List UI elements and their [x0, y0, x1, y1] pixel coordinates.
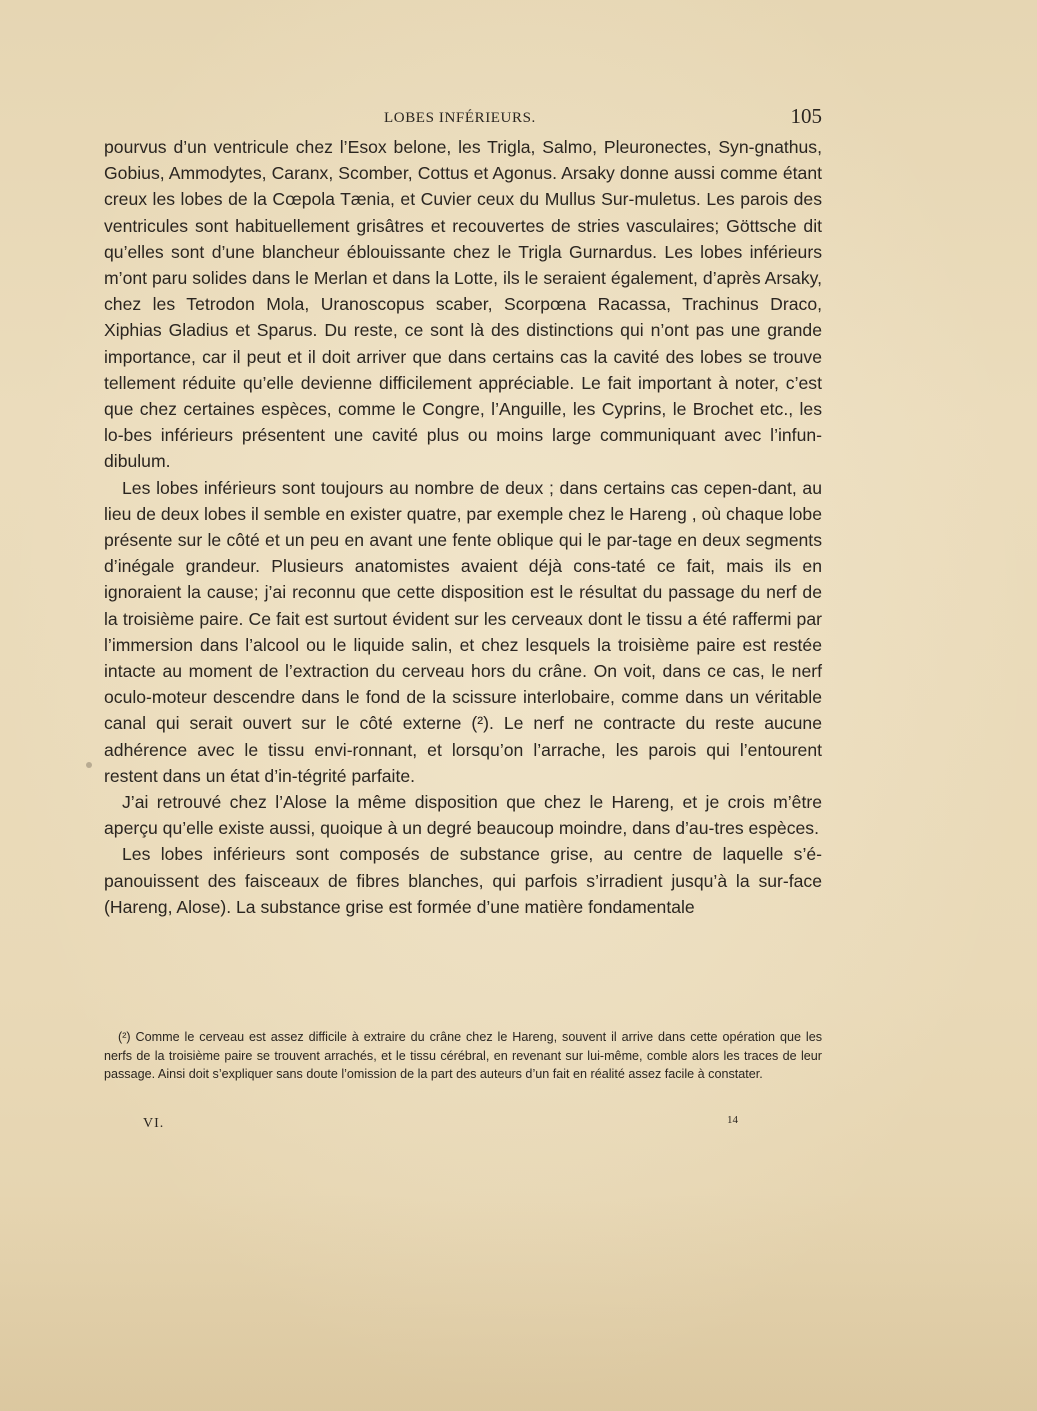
paragraph-1: pourvus d’un ventricule chez l’Esox belone, les Trigla, Salmo, Pleuronectes, Syn-gnathus, Gobius, Ammodytes, Caranx, Scomber, Cottus et Agonus. Arsaky donne aussi comme étant creux les lobes de la Cœpola Tænia, et Cuvier ceux du Mullus Sur-muletus. Les parois des ventricules sont habituellement grisâtres et recouvertes de stries vasculaires; Göttsche dit qu’elles sont d’une blancheur éblouissante chez le Trigla Gurnardus. Les lobes inférieurs m’ont paru solides dans le Merlan et dans la Lotte, ils le seraient également, d’après Arsaky, chez les Tetrodon Mola, Uranoscopus scaber, Scorpœna Racassa, Trachinus Draco, Xiphias Gladius et Sparus. Du reste, ce sont là des distinctions qui n’ont pas une grande importance, car il peut et il doit arriver que dans certains cas la cavité des lobes se trouve tellement réduite qu’elle devienne difficilement appréciable. Le fait important à noter, c’est que chez certaines espèces, comme le Congre, l’Anguille, les Cyprins, le Brochet etc., les lo-bes inférieurs présentent une cavité plus ou moins large communiquant avec l’infun-dibulum. — [104, 137, 822, 472]
footnotes — [104, 1028, 822, 1084]
footnote-2: (²) Comme le cerveau est assez difficile à extraire du crâne chez le Hareng, souvent il arrive dans cette opération que les nerfs de la troisième paire se trouvent arrachés, et le tissu cérébral, en revenant sur lui-même, comble alors les traces de leur passage. Ainsi doit s’expliquer sans doute l’omission de la part des auteurs d’un fait en réalité assez facile à constater. — [104, 1030, 822, 1082]
printer-signature — [143, 1114, 763, 1134]
page-number: 105 — [790, 104, 822, 128]
paragraph-2: Les lobes inférieurs sont toujours au nombre de deux ; dans certains cas cepen-dant, au lieu de deux lobes il semble en exister quatre, par exemple chez le Hareng , où chaque lobe présente sur le côté et un peu en avant une fente oblique qui le par-tage en deux segments d’inégale grandeur. Plusieurs anatomistes avaient déjà cons-taté ce fait, mais ils en ignoraient la cause; j’ai reconnu que cette disposition est le résultat du passage du nerf de la troisième paire. Ce fait est surtout évident sur les cerveaux dont le tissu a été raffermi par l’immersion dans l’alcool ou le liquide salin, et chez lesquels la troisième paire est restée intacte au moment de l’extraction du cerveau hors du crâne. On voit, dans ce cas, le nerf oculo-moteur descendre dans le fond de la scissure interlobaire, comme dans un véritable canal qui serait ouvert sur le côté externe (²). Le nerf ne contracte du reste aucune adhérence avec le tissu envi-ronnant, et lorsqu’on l’arrache, les parois qui l’entourent restent dans un état d’in-tégrité parfaite. — [104, 477, 822, 786]
paper-shading — [0, 1191, 1037, 1411]
running-title: LOBES INFÉRIEURS. — [384, 110, 536, 126]
sheet-number: 14 — [727, 1114, 738, 1126]
paragraph-3: J’ai retrouvé chez l’Alose la même disposition que chez le Hareng, et je crois m’être aperçu qu’elle existe aussi, quoique à un degré beaucoup moindre, dans d’au-tres espèces. — [104, 792, 822, 839]
volume-mark: VI. — [143, 1116, 165, 1131]
body-text — [104, 134, 822, 920]
scan-speck — [86, 762, 92, 768]
paragraph-4: Les lobes inférieurs sont composés de substance grise, au centre de laquelle s’é-panouissent des faisceaux de fibres blanches, qui parfois s’irradient jusqu’à la sur-face (Hareng, Alose). La substance grise est formée d’une matière fondamentale — [104, 844, 822, 917]
running-head — [104, 104, 822, 132]
